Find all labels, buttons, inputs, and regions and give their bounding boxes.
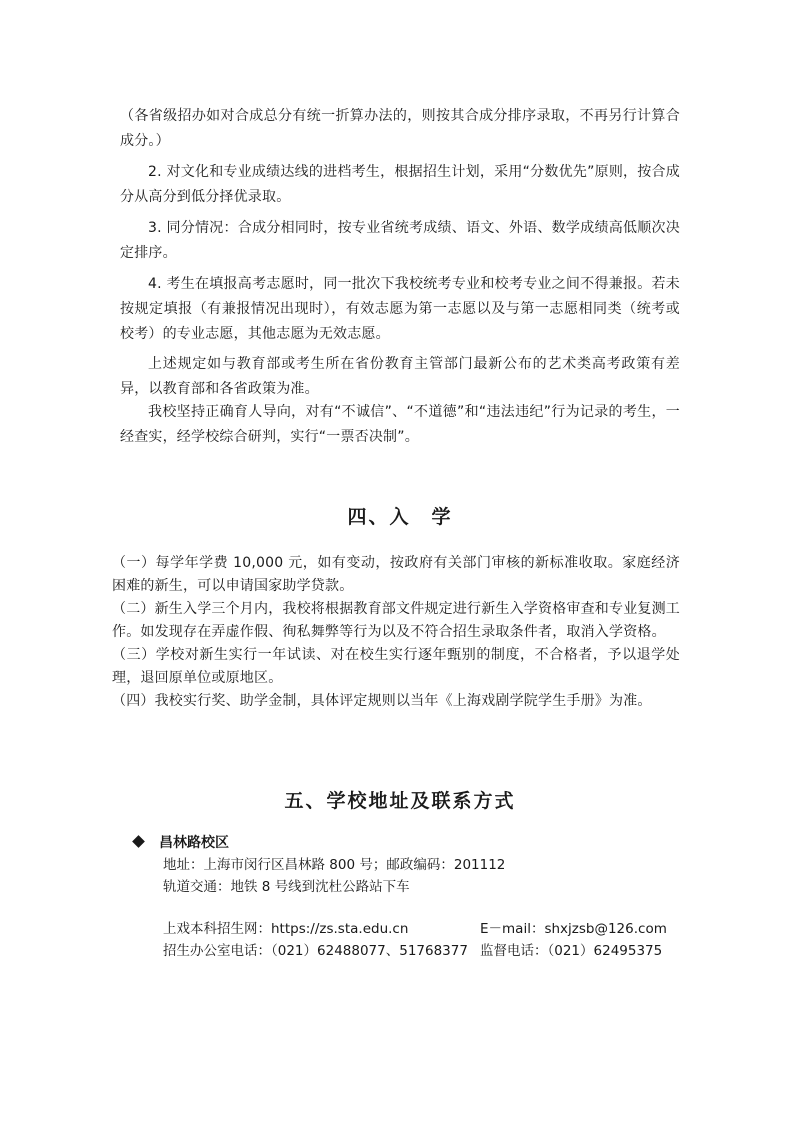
campus-name: 昌林路校区 [159,835,229,851]
policy-note-paragraph: 上述规定如与教育部或考生所在省份教育主管部门最新公布的艺术类高考政策有差异，以教育部和各省政策为准。 [120,356,680,397]
campus-address: 地址：上海市闵行区昌林路 800 号；邮政编码：201112 [163,857,506,873]
admission-item-2: （二）新生入学三个月内，我校将根据教育部文件规定进行新生入学资格审查和专业复测工作。如发现存在弄虚作假、徇私舞弊等行为以及不符合招生录取条件者，取消入学资格。 [112,601,680,640]
section-four-heading: 四、入 学 [347,506,453,528]
campus-heading [134,832,229,854]
admission-item-3: （三）学校对新生实行一年试读、对在校生实行逐年甄别的制度，不合格者，予以退学处理，退回原单位或原地区。 [112,647,680,686]
rule-paragraph-3: 3. 同分情况：合成分相同时，按专业省统考成绩、语文、外语、数学成绩高低顺次决定排序。 [120,220,680,261]
integrity-paragraph: 我校坚持正确育人导向，对有“不诚信”、“不道德”和“违法违纪”行为记录的考生，一经查实，经学校综合研判，实行“一票否决制”。 [120,404,680,445]
campus-transit: 轨道交通：地铁 8 号线到沈杜公路站下车 [163,879,410,895]
admissions-website: 上戏本科招生网：https://zs.sta.edu.cn [163,921,409,937]
admissions-phone: 招生办公室电话：（021）62488077、51768377 [163,943,468,959]
rule-paragraph-2: 2. 对文化和专业成绩达线的进档考生，根据招生计划，采用“分数优先”原则，按合成分从高分到低分择优录取。 [120,164,680,205]
rule-note-paragraph: （各省级招办如对合成总分有统一折算办法的，则按其合成分排序录取，不再另行计算合成分。） [120,108,680,149]
diamond-bullet-icon [132,835,145,848]
supervision-phone: 监督电话：（021）62495375 [480,943,663,959]
section-five-heading: 五、学校地址及联系方式 [284,790,516,812]
admission-item-1: （一）每学年学费 10,000 元，如有变动，按政府有关部门审核的新标准收取。家庭经济困难的新生，可以申请国家助学贷款。 [112,555,680,594]
admissions-email: E－mail：shxjzsb@126.com [480,921,667,937]
admission-item-4: （四）我校实行奖、助学金制，具体评定规则以当年《上海戏剧学院学生手册》为准。 [112,693,652,709]
rule-paragraph-4: 4. 考生在填报高考志愿时，同一批次下我校统考专业和校考专业之间不得兼报。若未按规定填报（有兼报情况出现时），有效志愿为第一志愿以及与第一志愿相同类（统考或校考）的专业志愿，其他志愿为无效志愿。 [120,276,680,342]
